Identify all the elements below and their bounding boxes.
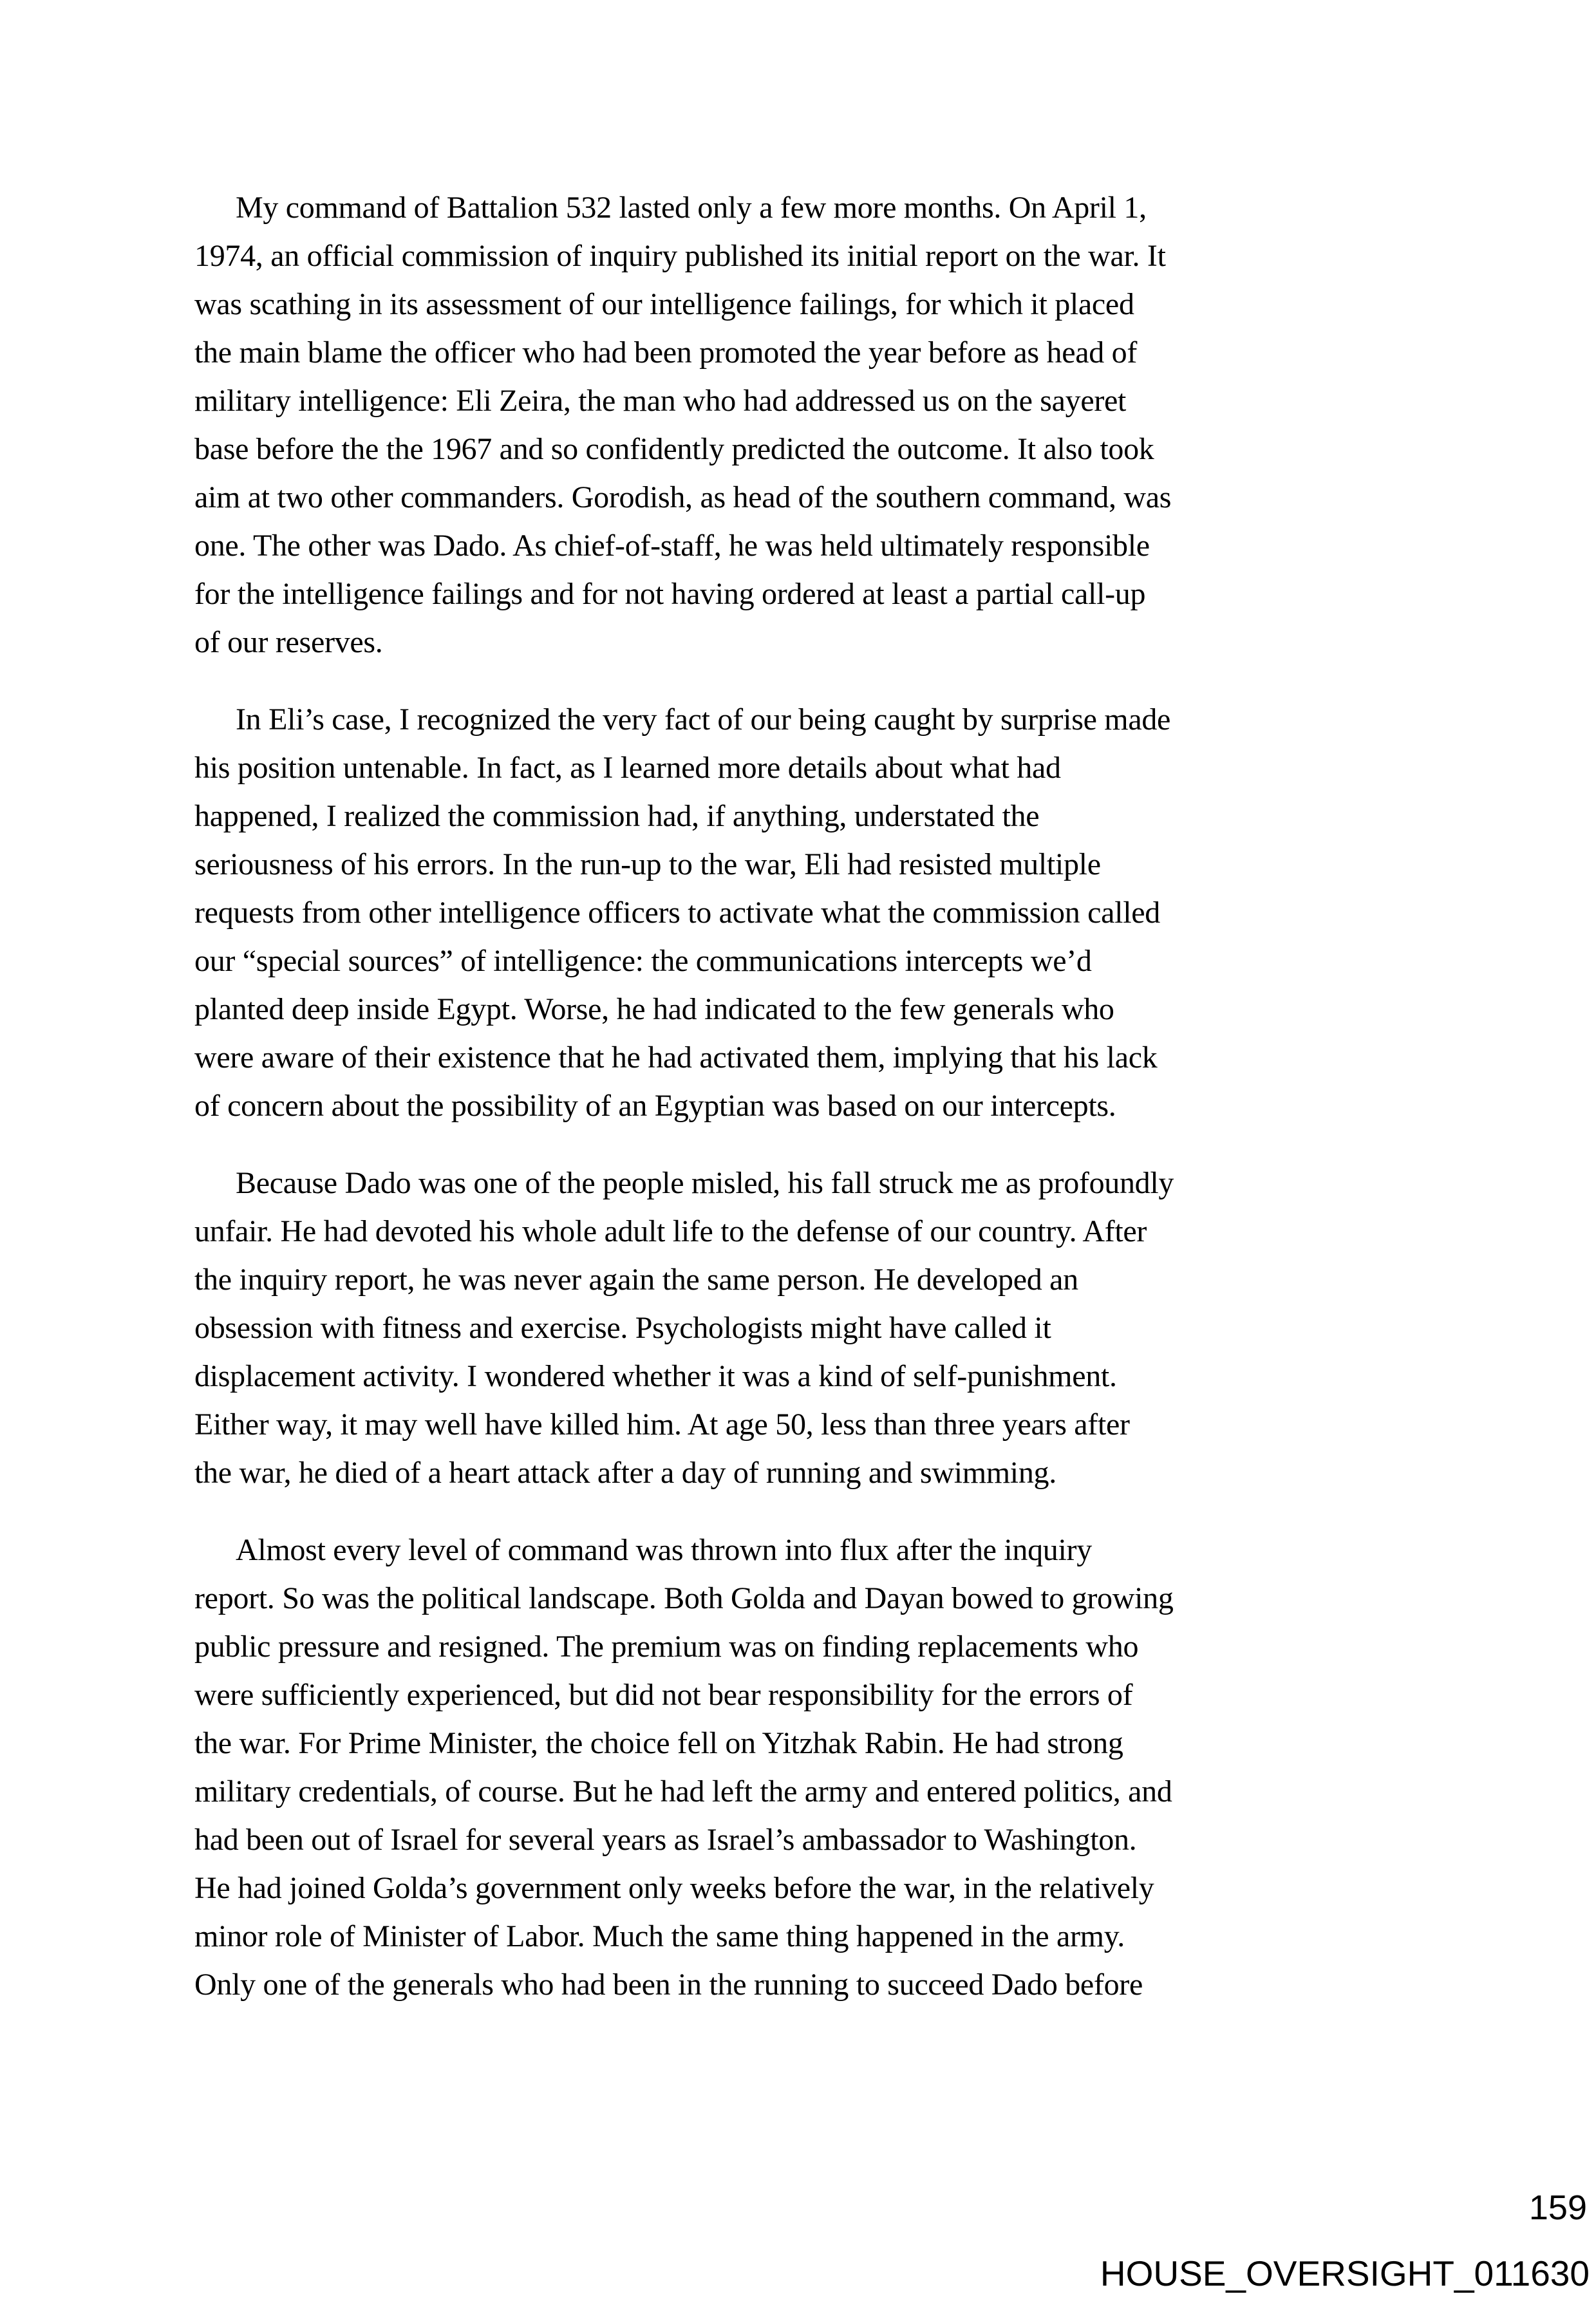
text-line: the main blame the officer who had been promoted the year before as head of — [194, 335, 1138, 370]
text-line: were aware of their existence that he had activated them, implying that his lack — [194, 1040, 1158, 1075]
page-number: 159 — [1528, 2188, 1587, 2227]
paragraph — [194, 1526, 1393, 2009]
text-line: minor role of Minister of Labor. Much the same thing happened in the army. — [194, 1919, 1125, 1953]
text-line: of concern about the possibility of an Egyptian was based on our intercepts. — [194, 1089, 1116, 1123]
paragraph — [194, 1159, 1393, 1497]
text-line: obsession with fitness and exercise. Psychologists might have called it — [194, 1311, 1051, 1345]
text-line: the war. For Prime Minister, the choice fell on Yitzhak Rabin. He had strong — [194, 1726, 1123, 1760]
text-line: happened, I realized the commission had, if anything, understated the — [194, 799, 1040, 833]
text-line: unfair. He had devoted his whole adult life to the defense of our country. After — [194, 1214, 1147, 1248]
text-line: of our reserves. — [194, 625, 383, 659]
text-line: planted deep inside Egypt. Worse, he had indicated to the few generals who — [194, 992, 1114, 1026]
text-line: report. So was the political landscape. Both Golda and Dayan bowed to growing — [194, 1581, 1174, 1615]
text-line: My command of Battalion 532 lasted only a few more months. On April 1, — [236, 191, 1147, 225]
text-line: He had joined Golda’s government only weeks before the war, in the relatively — [194, 1871, 1154, 1905]
text-line: the inquiry report, he was never again the same person. He developed an — [194, 1263, 1078, 1297]
text-line: Because Dado was one of the people misled, his fall struck me as profoundly — [236, 1166, 1174, 1200]
text-line: Only one of the generals who had been in the running to succeed Dado before — [194, 1968, 1143, 2002]
text-line: for the intelligence failings and for not having ordered at least a partial call-up — [194, 577, 1146, 611]
paragraph — [194, 695, 1393, 1130]
text-line: one. The other was Dado. As chief-of-staff, he was held ultimately responsible — [194, 529, 1150, 563]
text-line: military credentials, of course. But he had left the army and entered politics, and — [194, 1774, 1172, 1809]
text-line: seriousness of his errors. In the run-up to the war, Eli had resisted multiple — [194, 847, 1101, 881]
text-line: military intelligence: Eli Zeira, the man who had addressed us on the sayeret — [194, 384, 1127, 418]
text-line: his position untenable. In fact, as I learned more details about what had — [194, 751, 1061, 785]
paragraph — [194, 183, 1393, 666]
text-line: 1974, an official commission of inquiry published its initial report on the war. It — [194, 239, 1166, 273]
text-line: displacement activity. I wondered whether it was a kind of self-punishment. — [194, 1359, 1117, 1393]
text-line: aim at two other commanders. Gorodish, as head of the southern command, was — [194, 480, 1172, 514]
text-line: requests from other intelligence officers to activate what the commission called — [194, 896, 1160, 930]
bates-stamp-number: HOUSE_OVERSIGHT_011630 — [1100, 2253, 1590, 2293]
text-line: had been out of Israel for several years as Israel’s ambassador to Washington. — [194, 1823, 1137, 1857]
text-line: the war, he died of a heart attack after a day of running and swimming. — [194, 1456, 1056, 1490]
text-line: base before the the 1967 and so confidently predicted the outcome. It also took — [194, 432, 1154, 466]
text-line: In Eli’s case, I recognized the very fact of our being caught by surprise made — [236, 702, 1171, 737]
text-line: were sufficiently experienced, but did not bear responsibility for the errors of — [194, 1678, 1133, 1712]
page-body — [194, 183, 1393, 2038]
text-line: public pressure and resigned. The premium was on finding replacements who — [194, 1630, 1139, 1664]
text-line: Either way, it may well have killed him. At age 50, less than three years after — [194, 1407, 1130, 1442]
text-line: was scathing in its assessment of our intelligence failings, for which it placed — [194, 287, 1134, 321]
text-line: Almost every level of command was thrown into flux after the inquiry — [236, 1533, 1092, 1567]
text-line: our “special sources” of intelligence: the communications intercepts we’d — [194, 944, 1092, 978]
